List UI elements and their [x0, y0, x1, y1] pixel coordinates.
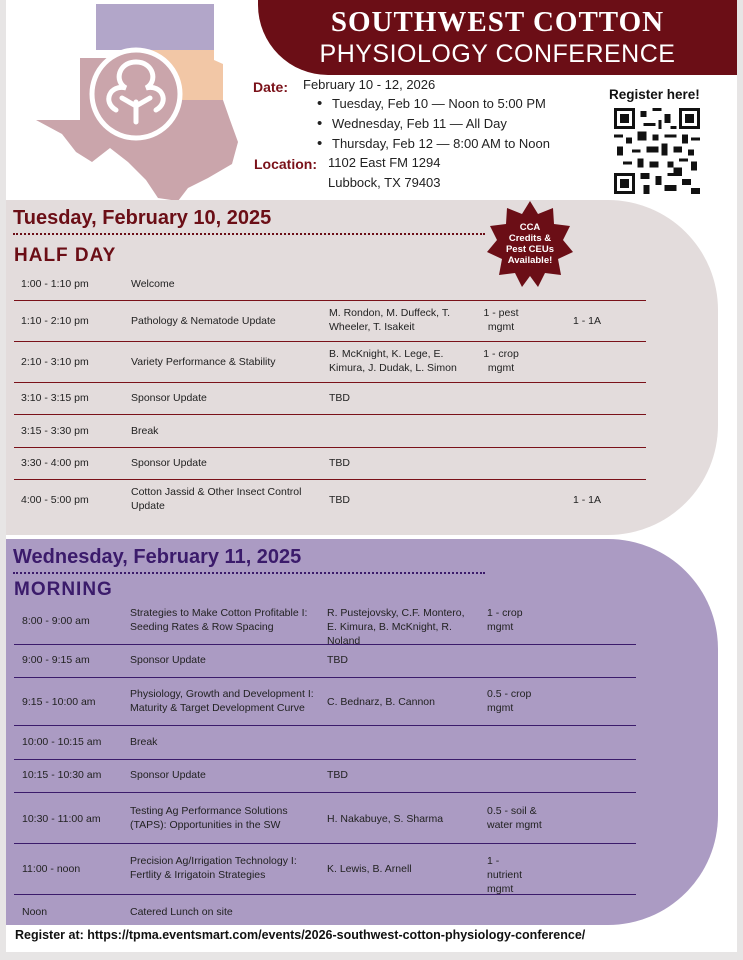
- row-time: 10:00 - 10:15 am: [22, 736, 102, 748]
- tuesday-row: [21, 424, 641, 440]
- row-time: 4:00 - 5:00 pm: [21, 494, 89, 506]
- row-credits: 0.5 - crop mgmt: [487, 688, 532, 714]
- row-time: 3:15 - 3:30 pm: [21, 425, 89, 437]
- schedule-bullet-1: • Tuesday, Feb 10 — Noon to 5:00 PM: [332, 96, 546, 111]
- row-topic: Sponsor Update: [131, 392, 207, 404]
- badge-line-2: Credits &: [508, 233, 552, 244]
- badge-line-4: Available!: [507, 255, 553, 266]
- location-line1: 1102 East FM 1294: [328, 155, 441, 170]
- row-divider: [14, 843, 636, 844]
- wednesday-row: [22, 854, 622, 895]
- row-speakers: TBD: [327, 769, 348, 781]
- row-topic: Precision Ag/Irrigation Technology I: Fertlity & Irrigatoin Strategies: [130, 855, 297, 881]
- row-speakers: TBD: [327, 654, 348, 666]
- row-divider: [14, 725, 636, 726]
- schedule-bullet-2: • Wednesday, Feb 11 — All Day: [332, 116, 507, 131]
- row-divider: [14, 677, 636, 678]
- row-topic: Welcome: [131, 278, 175, 290]
- row-time: 3:10 - 3:15 pm: [21, 392, 89, 404]
- date-label: Date:: [253, 79, 289, 95]
- wednesday-title-underline: [13, 572, 485, 574]
- row-credits: 1 - pest mgmt: [483, 307, 519, 333]
- row-speakers: M. Rondon, M. Duffeck, T. Wheeler, T. Isakeit: [329, 307, 450, 333]
- row-speakers: C. Bednarz, B. Cannon: [327, 696, 435, 708]
- wednesday-title: Wednesday, February 11, 2025: [13, 546, 302, 568]
- wednesday-subtitle: MORNING: [14, 579, 113, 600]
- badge-line-1: CCA: [519, 222, 541, 233]
- row-code: 1 - 1A: [573, 315, 602, 327]
- row-divider: [14, 300, 646, 301]
- row-topic: Strategies to Make Cotton Profitable I: Seeding Rates & Row Spacing: [130, 607, 308, 633]
- row-time: 1:00 - 1:10 pm: [21, 278, 89, 290]
- tuesday-row: [21, 277, 621, 293]
- row-topic: Sponsor Update: [130, 654, 206, 666]
- row-topic: Cotton Jassid & Other Insect Control Update: [131, 486, 302, 512]
- tuesday-row: [21, 347, 641, 377]
- row-divider: [14, 447, 646, 448]
- title-banner: [258, 0, 737, 75]
- location-line2: Lubbock, TX 79403: [328, 175, 441, 190]
- tuesday-row: [21, 485, 641, 515]
- conference-title-line2: PHYSIOLOGY CONFERENCE: [319, 40, 676, 68]
- row-time: 11:00 - noon: [22, 863, 81, 875]
- row-time: 2:10 - 3:10 pm: [21, 356, 89, 368]
- row-divider: [14, 382, 646, 383]
- row-time: 1:10 - 2:10 pm: [21, 315, 89, 327]
- row-topic: Sponsor Update: [130, 769, 206, 781]
- tuesday-subtitle: HALF DAY: [14, 245, 117, 266]
- row-speakers: TBD: [329, 457, 350, 469]
- row-speakers: R. Pustejovsky, C.F. Montero, E. Kimura, B. McKnight, R. Noland: [327, 607, 465, 647]
- row-speakers: K. Lewis, B. Arnell: [327, 863, 412, 875]
- row-time: 3:30 - 4:00 pm: [21, 457, 89, 469]
- row-code: 1 - 1A: [573, 494, 602, 506]
- row-speakers: B. McKnight, K. Lege, E. Kimura, J. Dudak, L. Simon: [329, 348, 457, 374]
- row-time: 8:00 - 9:00 am: [22, 615, 90, 627]
- qr-code-icon[interactable]: [614, 108, 700, 194]
- row-speakers: H. Nakabuye, S. Sharma: [327, 813, 444, 825]
- row-topic: Break: [131, 425, 159, 437]
- row-credits: 1 - nutrient mgmt: [487, 855, 523, 895]
- row-speakers: TBD: [329, 392, 350, 404]
- date-value: February 10 - 12, 2026: [303, 77, 436, 92]
- row-divider: [14, 414, 646, 415]
- tuesday-row: [21, 456, 641, 472]
- tuesday-row: [21, 391, 641, 407]
- row-credits: 1 - crop mgmt: [487, 607, 523, 633]
- row-divider: [14, 644, 636, 645]
- row-time: 10:30 - 11:00 am: [22, 813, 101, 825]
- row-divider: [14, 341, 646, 342]
- row-topic: Catered Lunch on site: [130, 906, 233, 918]
- wednesday-row: [22, 653, 622, 669]
- row-divider: [14, 759, 636, 760]
- row-topic: Pathology & Nematode Update: [131, 315, 276, 327]
- row-speakers: TBD: [329, 494, 350, 506]
- texas-map-logo: [18, 2, 243, 202]
- registration-link[interactable]: Register at: https://tpma.eventsmart.com/events/2026-southwest-cotton-physiology-conference/: [15, 928, 586, 942]
- row-topic: Variety Performance & Stability: [131, 356, 276, 368]
- row-divider: [14, 479, 646, 480]
- wednesday-row: [22, 768, 622, 784]
- location-label: Location:: [254, 156, 317, 172]
- row-topic: Testing Ag Performance Solutions (TAPS): Opportunities in the SW: [130, 805, 288, 831]
- row-time: 10:15 - 10:30 am: [22, 769, 102, 781]
- row-credits: 0.5 - soil & water mgmt: [487, 805, 542, 831]
- row-time: 9:00 - 9:15 am: [22, 654, 90, 666]
- row-divider: [14, 894, 636, 895]
- row-time: Noon: [22, 906, 48, 918]
- wednesday-row: [22, 804, 622, 834]
- row-topic: Physiology, Growth and Development I: Maturity & Target Development Curve: [130, 688, 314, 714]
- conference-title-line1: SOUTHWEST COTTON: [330, 6, 665, 38]
- row-credits: 1 - crop mgmt: [483, 348, 519, 374]
- row-time: 9:15 - 10:00 am: [22, 696, 96, 708]
- row-topic: Sponsor Update: [131, 457, 207, 469]
- row-divider: [14, 792, 636, 793]
- wednesday-row: [22, 735, 622, 751]
- wednesday-row: [22, 606, 622, 647]
- cca-credits-badge-icon: [487, 201, 573, 287]
- tuesday-row: [21, 306, 641, 336]
- tuesday-title-underline: [13, 233, 485, 235]
- register-here-label: Register here!: [609, 87, 700, 102]
- row-topic: Break: [130, 736, 158, 748]
- wednesday-row: [22, 905, 622, 921]
- badge-line-3: Pest CEUs: [505, 244, 555, 255]
- schedule-bullet-3: • Thursday, Feb 12 — 8:00 AM to Noon: [332, 136, 550, 151]
- wednesday-row: [22, 687, 622, 717]
- tuesday-title: Tuesday, February 10, 2025: [13, 207, 272, 229]
